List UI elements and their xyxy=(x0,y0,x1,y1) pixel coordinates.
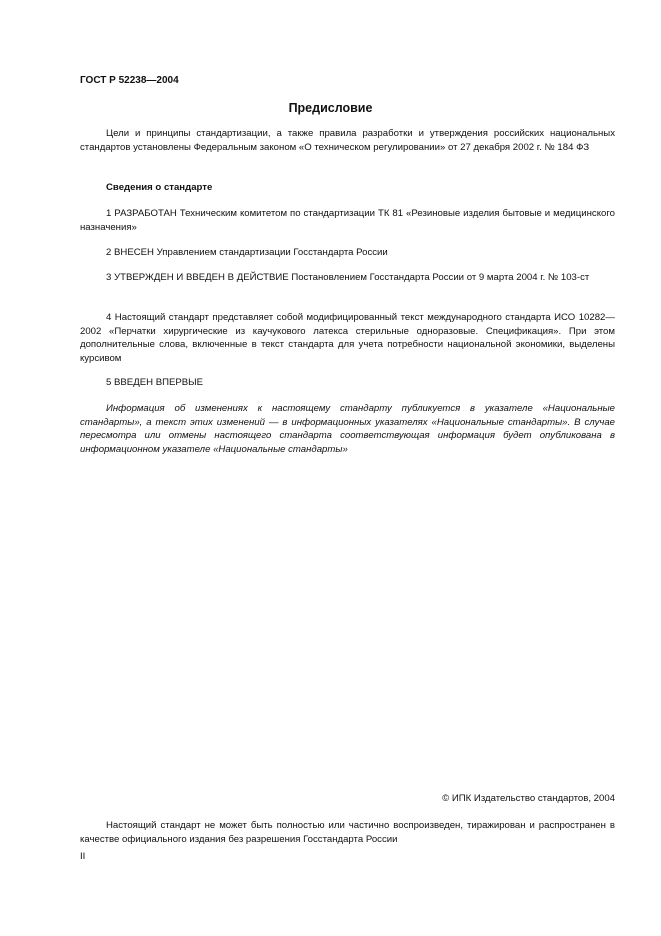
item-2: 2 ВНЕСЕН Управлением стандартизации Госстандарта России xyxy=(106,247,388,258)
document-code: ГОСТ Р 52238—2004 xyxy=(80,75,179,86)
copyright-line: © ИПК Издательство стандартов, 2004 xyxy=(442,793,615,804)
item-4: 4 Настоящий стандарт представляет собой модифицированный текст международного стандарта ИСО 10282—2002 «Перчатки хирургические из каучукового латекса стерильные одноразовые. Спецификация». При этом дополнительные слова, включенные в текст стандарта для учета потребности национальной экономики, выделены курсивом xyxy=(80,312,615,364)
page-number: II xyxy=(80,851,86,862)
info-note: Информация об изменениях к настоящему стандарту публикуется в указателе «Национальные стандарты», а текст этих изменений — в информационных указателях «Национальные стандарты». В случае пересмотра или отмены настоящего стандарта соответствующая информация будет опубликована в информационном указателе «Национальные стандарты» xyxy=(80,403,615,455)
item-3: 3 УТВЕРЖДЕН И ВВЕДЕН В ДЕЙСТВИЕ Постановлением Госстандарта России от 9 марта 2004 г. № 103-ст xyxy=(106,272,590,283)
item-1: 1 РАЗРАБОТАН Техническим комитетом по стандартизации ТК 81 «Резиновые изделия бытовые и медицинского назначения» xyxy=(80,208,615,233)
rights-notice: Настоящий стандарт не может быть полностью или частично воспроизведен, тиражирован и распространен в качестве официального издания без разрешения Госстандарта России xyxy=(80,820,615,845)
intro-paragraph: Цели и принципы стандартизации, а также правила разработки и утверждения российских национальных стандартов установлены Федеральным законом «О техническом регулировании» от 27 декабря 2002 г. № 184 ФЗ xyxy=(80,128,615,153)
section-heading: Сведения о стандарте xyxy=(106,182,213,193)
item-5: 5 ВВЕДЕН ВПЕРВЫЕ xyxy=(106,377,204,388)
page-title: Предисловие xyxy=(288,101,373,115)
